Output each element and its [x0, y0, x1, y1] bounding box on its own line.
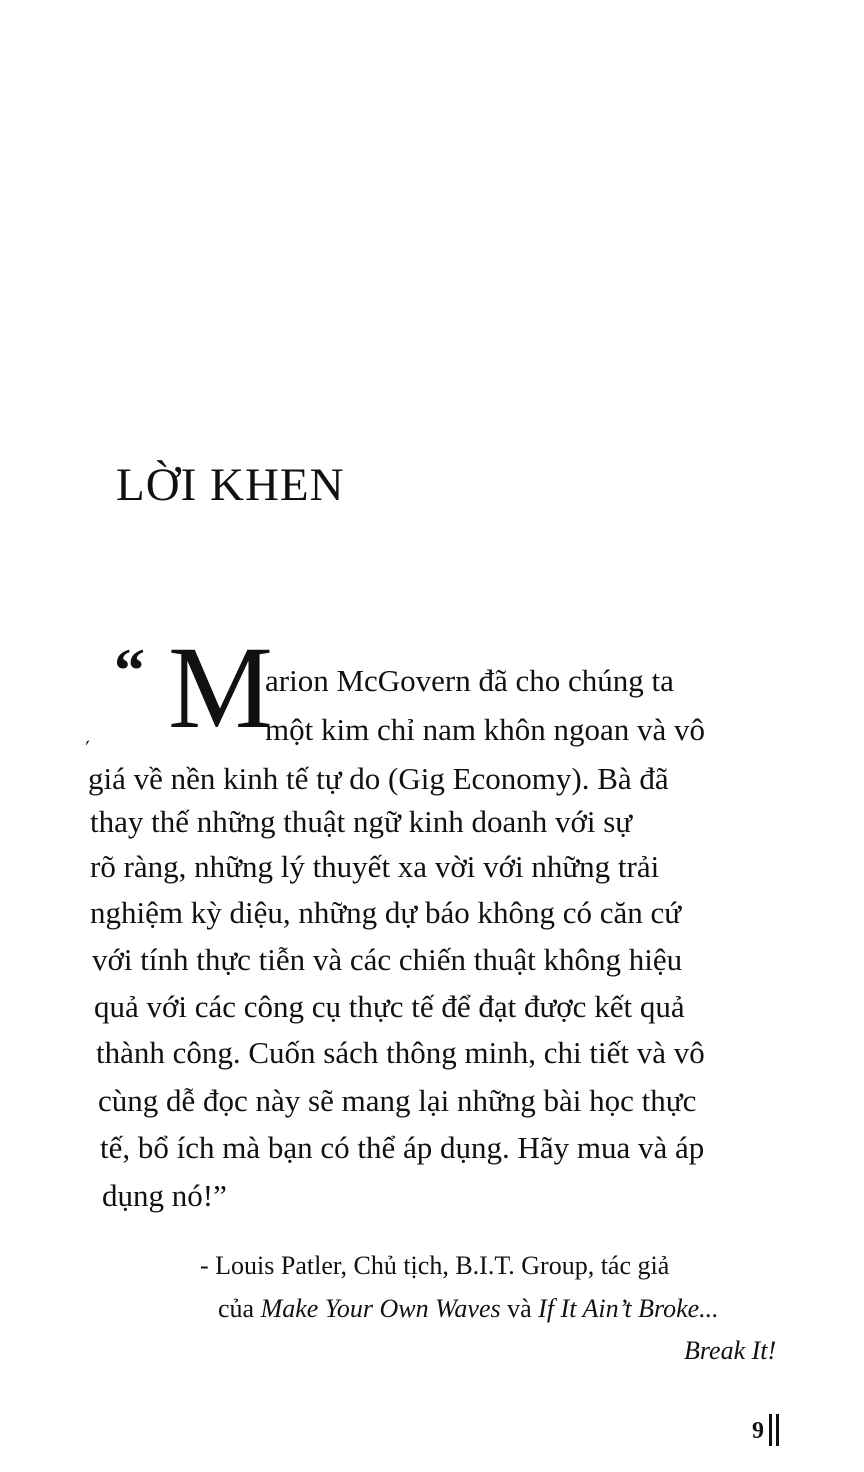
- attribution-line: - Louis Patler, Chủ tịch, B.I.T. Group, tác giả: [200, 1251, 670, 1280]
- quote-line: rõ ràng, những lý thuyết xa vời với những trải: [90, 849, 660, 884]
- drop-cap-letter: M: [168, 622, 273, 753]
- quote-line: quả với các công cụ thực tế để đạt được kết quả: [94, 989, 685, 1024]
- quote-line: cùng dễ đọc này sẽ mang lại những bài học thực: [98, 1083, 697, 1118]
- page-number: 9: [752, 1418, 764, 1444]
- quote-line: giá về nền kinh tế tự do (Gig Economy). Bà đã: [88, 761, 669, 796]
- quote-line: nghiệm kỳ diệu, những dự báo không có căn cứ: [90, 895, 682, 930]
- print-speck-mark: ˊ: [81, 735, 98, 762]
- quote-line: dụng nó!”: [102, 1178, 227, 1213]
- quote-line: tế, bổ ích mà bạn có thể áp dụng. Hãy mua và áp: [100, 1130, 705, 1165]
- attribution-prefix: của: [218, 1294, 261, 1323]
- page-number-bars-ornament: [769, 1414, 781, 1446]
- attribution-conjunction: và: [500, 1294, 539, 1323]
- attribution-line: [218, 1296, 719, 1322]
- quote-line: thành công. Cuốn sách thông minh, chi tiết và vô: [96, 1035, 705, 1070]
- book-title-make-your-own-waves: Make Your Own Waves: [260, 1294, 501, 1323]
- quote-line: arion McGovern đã cho chúng ta: [265, 663, 674, 698]
- quote-line: với tính thực tiễn và các chiến thuật không hiệu: [92, 942, 683, 977]
- quote-line: một kim chỉ nam khôn ngoan và vô: [265, 712, 705, 747]
- book-title-break-it: Break It!: [684, 1336, 777, 1365]
- book-title-if-it-aint-broke: If It Ain’t Broke...: [538, 1294, 719, 1323]
- opening-quote-mark: “: [114, 637, 145, 705]
- chapter-heading: LỜI KHEN: [116, 459, 345, 511]
- quote-line: thay thế những thuật ngữ kinh doanh với sự: [90, 804, 633, 839]
